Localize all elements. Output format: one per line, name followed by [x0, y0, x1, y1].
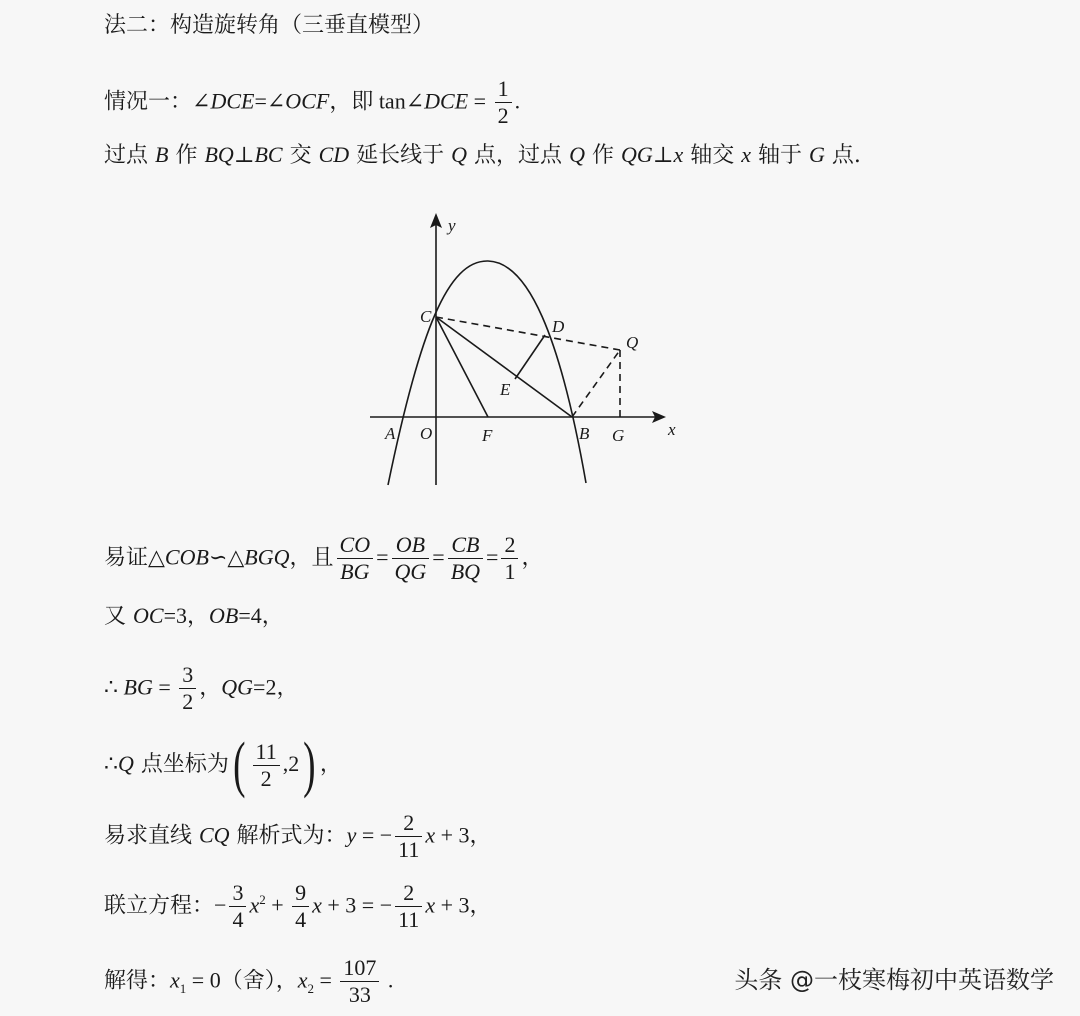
var-b: B — [155, 142, 169, 167]
var-x: x — [312, 892, 322, 918]
similarity-line — [104, 532, 543, 585]
text: ， — [521, 545, 544, 571]
text: 解析式为： — [229, 823, 347, 849]
var-q: Q — [569, 142, 585, 167]
var-ob: OB — [208, 603, 239, 628]
subscript: 2 — [307, 980, 314, 996]
label-y: y — [448, 216, 456, 235]
var-bq: BQ — [204, 142, 234, 167]
triangle-bgq: △BGQ — [227, 544, 290, 570]
therefore-symbol: ∴ — [104, 674, 124, 700]
segment-cq-dashed — [436, 317, 620, 350]
label-e: E — [500, 380, 511, 399]
fraction-two-elevenths: $\frac{2}{11}$ — [395, 810, 422, 863]
text: ，且 — [289, 545, 334, 571]
value: + 3 = − — [321, 892, 393, 918]
label-g: G — [612, 426, 625, 445]
value: = 0（舍）， — [186, 967, 298, 993]
value: + 3， — [435, 822, 492, 848]
text: 易求直线 — [104, 823, 199, 849]
label-x: x — [668, 420, 676, 439]
text: 又 — [104, 604, 133, 629]
fraction-one-half: $\frac{1}{2}$ — [495, 76, 512, 129]
text: 作 — [168, 143, 205, 168]
triangle-cob: △COB — [148, 544, 209, 570]
fraction-ob-qg: $\frac{OB}{QG}$ — [392, 532, 430, 585]
case-label: 情况一： — [104, 89, 193, 115]
angle-ocf: ∠OCF — [266, 88, 330, 114]
angle-dce-2: ∠DCE — [405, 88, 469, 114]
heading-method-two: 法二：构造旋转角（三垂直模型） — [104, 13, 435, 38]
plus: + — [265, 892, 290, 918]
fraction-three-halves: $\frac{3}{2}$ — [179, 662, 196, 715]
bg-qg-result-line — [104, 662, 298, 715]
label-d: D — [552, 317, 565, 336]
value: =2， — [253, 674, 299, 700]
var-y: y — [346, 822, 357, 848]
minus: − — [214, 892, 227, 918]
label-b: B — [579, 424, 590, 443]
text: 交 — [282, 143, 319, 168]
segment-de — [515, 335, 545, 379]
therefore-symbol: ∴ — [104, 751, 118, 776]
fraction-nine-quarters: $\frac{9}{4}$ — [292, 880, 309, 933]
value: =4， — [238, 603, 284, 628]
line-cq-equation — [104, 810, 492, 863]
text: 延长线于 — [349, 143, 452, 168]
equals: = — [376, 544, 389, 570]
label-q: Q — [626, 333, 639, 352]
var-qg: QG — [620, 142, 653, 167]
value: + 3， — [435, 892, 492, 918]
construction-line — [104, 141, 861, 170]
equals: = — [313, 967, 338, 993]
var-qg: QG — [221, 674, 254, 700]
fraction-eleven-halves: $\frac{11}{2}$ — [253, 739, 280, 792]
value: ,2 — [282, 751, 300, 776]
equals: = − — [356, 822, 393, 848]
perp-symbol: ⊥ — [652, 142, 674, 167]
var-oc: OC — [133, 603, 164, 628]
var-x: x — [673, 142, 684, 167]
parabola-curve — [388, 261, 586, 485]
fraction-two-one: $\frac{2}{1}$ — [501, 532, 518, 585]
text: 作 — [584, 143, 621, 168]
fraction-cb-bq: $\frac{CB}{BQ}$ — [448, 532, 483, 585]
text: 轴于 — [750, 143, 809, 168]
var-cq: CQ — [199, 822, 230, 848]
fraction-three-quarters: $\frac{3}{4}$ — [229, 880, 246, 933]
q-coordinate-line — [104, 731, 342, 799]
text-tan: ，即 tan — [329, 88, 406, 114]
fraction-co-bg: $\frac{CO}{BG}$ — [337, 532, 374, 585]
period: . — [382, 967, 394, 993]
var-x: x — [741, 142, 751, 167]
solution-line — [104, 955, 393, 1008]
segment-bq-dashed — [572, 350, 620, 417]
var-bg: BG — [123, 674, 153, 700]
var-x2: x — [297, 967, 308, 993]
text: 轴交 — [683, 143, 742, 168]
segment-cf — [436, 317, 488, 417]
equals: = — [432, 544, 445, 570]
label-o: O — [420, 424, 433, 443]
text: 点，过点 — [467, 143, 570, 168]
text: 联立方程： — [104, 893, 215, 919]
var-q: Q — [118, 751, 134, 776]
text: 点坐标为 — [133, 752, 229, 777]
text: ， — [199, 675, 222, 701]
label-c: C — [420, 307, 432, 326]
perp-symbol: ⊥ — [233, 142, 255, 167]
equals-2: = — [468, 88, 492, 114]
equals: = — [152, 674, 177, 700]
equals: = — [486, 544, 499, 570]
angle-dce: ∠DCE — [192, 88, 255, 114]
text: 易证 — [104, 545, 149, 571]
var-x: x — [249, 892, 260, 918]
var-cd: CD — [318, 142, 350, 167]
var-x1: x — [170, 967, 180, 993]
label-f: F — [482, 426, 493, 445]
subscript: 1 — [179, 980, 187, 996]
fraction-two-elevenths: $\frac{2}{11}$ — [395, 880, 422, 933]
given-lengths-line — [104, 602, 284, 631]
var-g: G — [808, 142, 825, 167]
exponent: 2 — [259, 892, 266, 908]
equals: = — [254, 88, 267, 114]
period: . — [514, 88, 521, 114]
var-x: x — [425, 822, 436, 848]
value: =3， — [163, 603, 209, 628]
watermark: 头条 @一枝寒梅初中英语数学 — [734, 966, 1054, 994]
var-bc: BC — [254, 142, 283, 167]
text: 过点 — [104, 143, 155, 168]
text: 解得： — [104, 968, 171, 994]
similar-symbol: ∽ — [208, 544, 228, 570]
right-paren: ) — [303, 731, 316, 799]
geometry-figure — [360, 205, 690, 490]
text: ， — [319, 752, 342, 777]
left-paren: ( — [233, 731, 246, 799]
var-q: Q — [451, 142, 468, 167]
label-a: A — [385, 424, 396, 443]
var-x: x — [425, 892, 436, 918]
simultaneous-equation-line — [104, 880, 492, 933]
case-one-line — [104, 76, 520, 129]
fraction-107-33: $\frac{107}{33}$ — [340, 955, 379, 1008]
text: 点. — [824, 143, 861, 168]
